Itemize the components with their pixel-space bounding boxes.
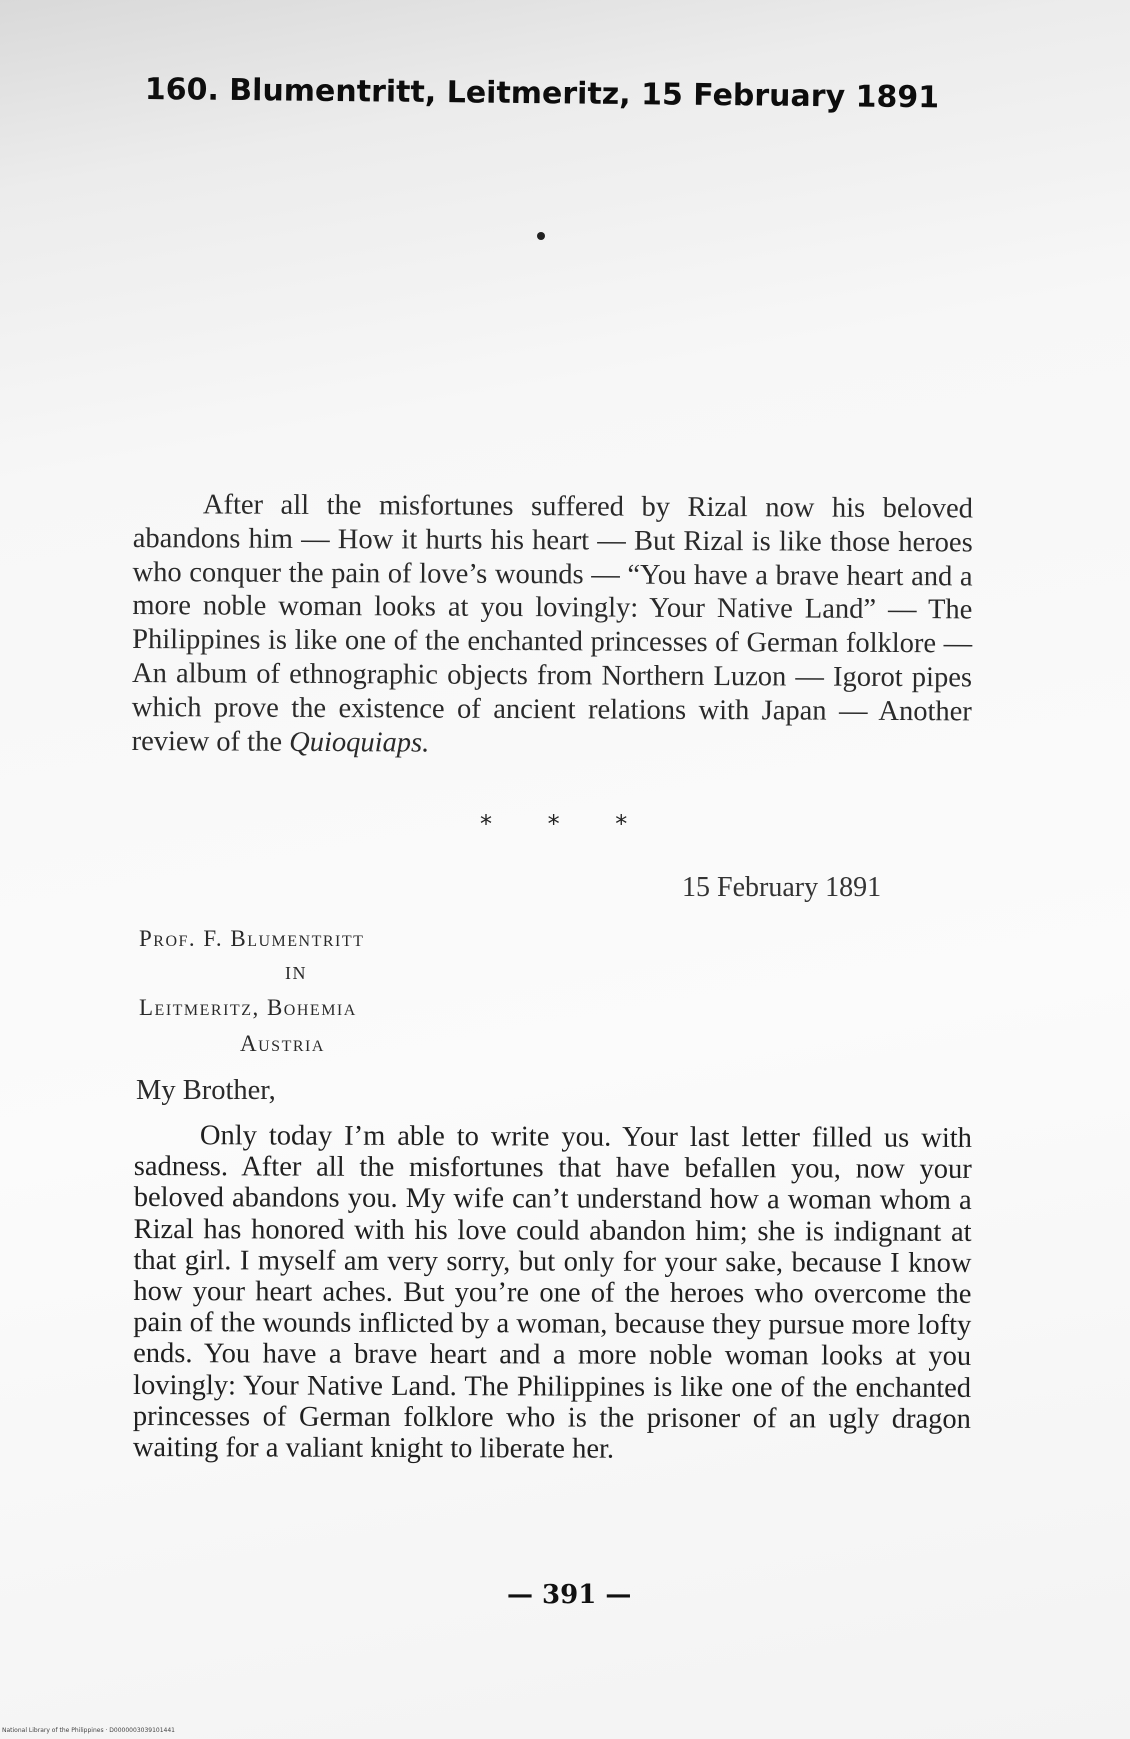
summary-italic-title: Quioquiaps. (289, 726, 430, 759)
letter-date: 15 February 1891 (682, 872, 882, 903)
salutation: My Brother, (136, 1075, 276, 1106)
letter-summary (132, 488, 973, 763)
bullet-dot (537, 232, 545, 240)
page-number: — 391 — (507, 1580, 632, 1610)
address-line-name: Prof. F. Blumentritt (139, 926, 365, 951)
letter-body: Only today I’m able to write you. Your last letter filled us with sadness. After all the misfortunes that have befallen you, now your beloved abandons you. My wife can’t understand how a woman whom a Rizal has honored with his love could abandon him; she is indignant at that girl. I myself am very sorry, but only for your sake, because I know how your heart aches. But you’re one of the heroes who overcome the pain of the wounds inflicted by a woman, because they pursue more lofty ends. You have a brave heart and a more noble woman looks at you lovingly: Your Native Land. The Philippines is like one of the enchanted princesses of German folklore who is the prisoner of an ugly dragon waiting for a valiant knight to liberate her. (132, 1120, 972, 1465)
address-line-country: Austria (240, 1031, 325, 1056)
section-separator: * * * (480, 810, 652, 838)
footer-credit: National Library of the Philippines · D0000003039101441 (2, 1727, 175, 1734)
address-line-city: Leitmeritz, Bohemia (139, 995, 357, 1020)
address-line-in: IN (285, 963, 307, 983)
letter-heading: 160. Blumentritt, Leitmeritz, 15 February 1891 (144, 72, 940, 116)
summary-text: After all the misfortunes suffered by Rizal now his beloved abandons him — How it hurts his heart — But Rizal is like those heroes who conquer the pain of love’s wounds — “You have a brave heart and a more noble woman looks at you lovingly: Your Native Land” — The Philippines is like one of the enchanted princesses of German folklore — An album of ethnographic objects from Northern Luzon — Igorot pipes which prove the existence of ancient relations with Japan — Another review of the (131, 489, 973, 758)
